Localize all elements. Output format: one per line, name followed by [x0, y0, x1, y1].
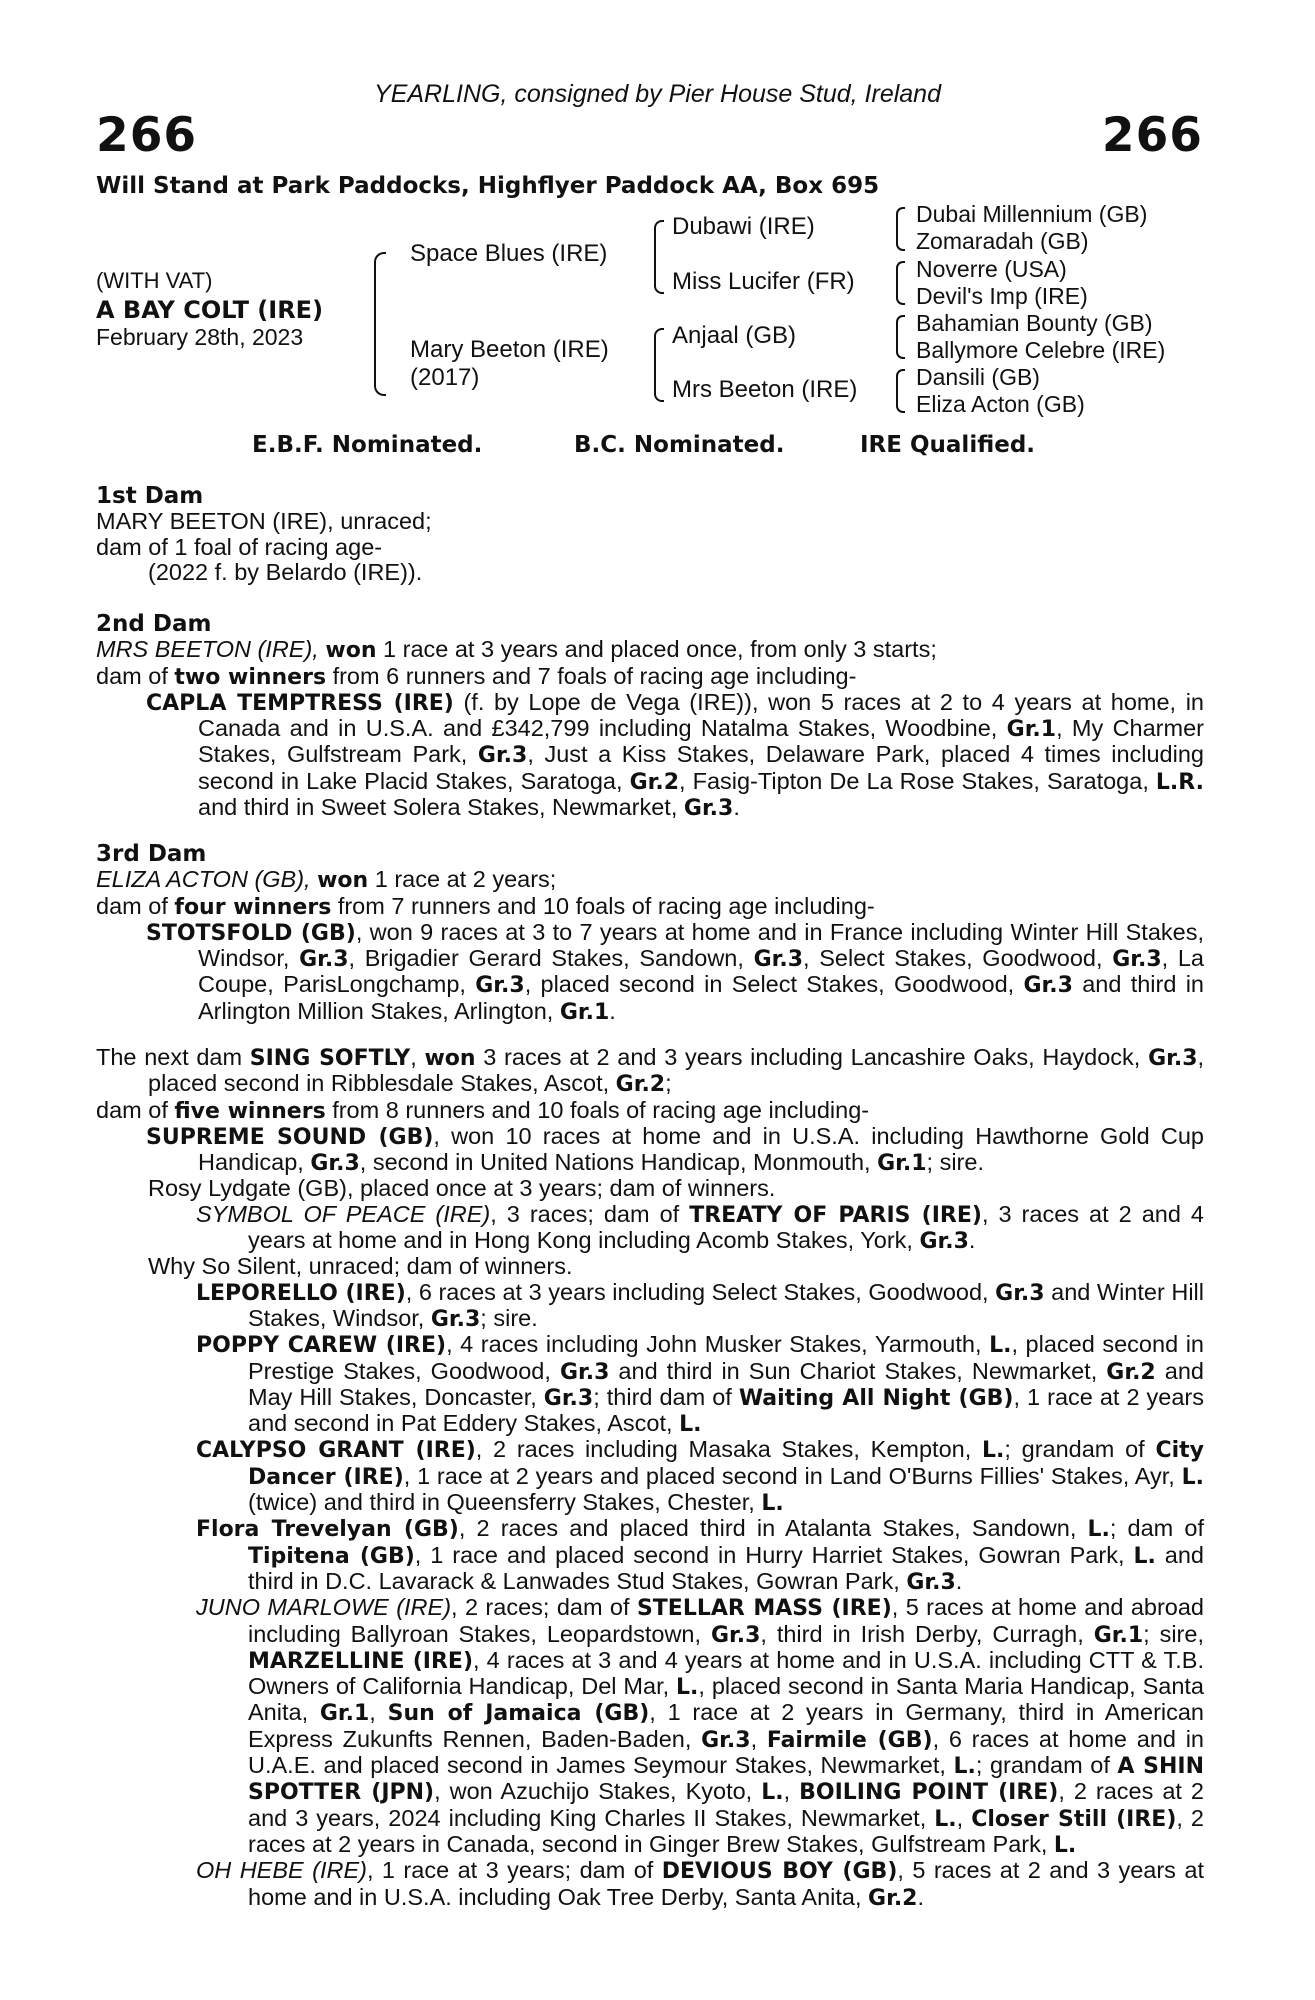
dam-sire: Anjaal (GB)	[672, 322, 797, 349]
text-run: ; sire.	[926, 1149, 984, 1176]
text-run: dam of	[96, 662, 175, 689]
text-run: from 8 runners and 10 foals of racing age including-	[325, 1096, 870, 1123]
progeny-entry	[96, 1516, 1204, 1595]
dam-dam: Mrs Beeton (IRE)	[672, 376, 858, 403]
text-run: , 2 races; dam of	[451, 1594, 637, 1621]
text-run: and third in D.C. Lavarack & Lanwades Stud Stakes, Gowran Park,	[248, 1541, 1204, 1594]
text-run: Gr.3	[906, 1569, 956, 1595]
text-run: .	[733, 794, 740, 821]
text-run: , My Charmer Stakes, Gulfstream Park,	[198, 715, 1204, 768]
text-run: L.R.	[1155, 769, 1204, 795]
text-run: , 1 race at 2 years and second in Pat Eddery Stakes, Ascot,	[248, 1383, 1204, 1437]
text-run: City Dancer (IRE)	[248, 1438, 1204, 1490]
progeny-entry: Why So Silent, unraced; dam of winners.	[148, 1253, 573, 1280]
text-run: and third in Arlington Million Stakes, Arlington,	[198, 971, 1204, 1024]
section-heading: 1st Dam	[96, 483, 204, 509]
text-run: , Fasig-Tipton De La Rose Stakes, Saratoga,	[679, 767, 1156, 794]
progeny-entry	[96, 690, 1204, 821]
text-run: ,	[956, 1804, 972, 1831]
text-run: Gr.3	[310, 1151, 360, 1177]
text-run: ; sire.	[480, 1304, 538, 1331]
text-run: .	[968, 1227, 976, 1254]
dam-of-line	[96, 1098, 1204, 1124]
text-run: , 1 race at 2 years in Germany, third in American Express Zukunfts Rennen, Baden-Baden,	[248, 1699, 1204, 1752]
text-run: .	[917, 1883, 925, 1910]
ire-qualified: IRE Qualified.	[860, 432, 1036, 458]
dam-name: Mary Beeton (IRE)	[410, 336, 609, 363]
text-run: , Select Stakes, Goodwood,	[803, 945, 1113, 972]
great-grandparent: Noverre (USA)	[916, 256, 1067, 282]
text-run: four winners	[174, 894, 332, 920]
text-run: and third in Sweet Solera Stakes, Newmarket,	[198, 794, 684, 821]
text-run: , placed second in Ribblesdale Stakes, Ascot,	[148, 1044, 1205, 1097]
text-run: , won 10 races at home and in U.S.A. including Hawthorne Gold Cup Handicap,	[198, 1122, 1204, 1176]
text-run: Gr.3	[1112, 947, 1162, 973]
text-run: , 4 races at 3 and 4 years at home and in U.S.A. including CTT & T.B. Owners of California Handicap, Del Mar,	[248, 1646, 1204, 1700]
text-run: Gr.2	[629, 769, 680, 795]
text-run: CAPLA TEMPTRESS (IRE)	[146, 690, 454, 716]
text-run: ; third dam of	[593, 1383, 739, 1410]
text-run: , won 9 races at 3 to 7 years at home and in France including Winter Hill Stakes, Windsor,	[198, 918, 1204, 972]
text-run: , Just a Kiss Stakes, Delaware Park, placed 4 times including second in Lake Placid Stakes, Saratoga,	[198, 741, 1204, 794]
text-run: , 4 races including John Musker Stakes, Yarmouth,	[446, 1331, 990, 1358]
vat-note: (WITH VAT)	[96, 268, 213, 293]
pedigree-brace-dam	[654, 328, 664, 402]
second-dam-record	[96, 637, 1204, 663]
text-run: ; dam of	[1109, 1515, 1204, 1542]
progeny-entry	[96, 1124, 1204, 1177]
text-run: , 5 races at home and abroad including Ballyroan Stakes, Leopardstown,	[248, 1594, 1204, 1647]
text-run: SING SOFTLY	[249, 1046, 411, 1071]
progeny-entry: Rosy Lydgate (GB), placed once at 3 years; dam of winners.	[148, 1175, 776, 1202]
text-run: dam of	[96, 892, 175, 919]
text-run: (twice) and third in Queensferry Stakes, Chester,	[248, 1489, 762, 1516]
text-run: Gr.3	[995, 1280, 1045, 1306]
pedigree-brace-parents	[374, 252, 386, 396]
text-run: L.	[981, 1438, 1005, 1464]
text-run: Gr.3	[559, 1359, 610, 1385]
text-run: L.	[676, 1675, 699, 1701]
text-run: ;	[665, 1070, 672, 1097]
pedigree-brace-gg2	[896, 261, 905, 305]
text-run: L.	[1087, 1517, 1110, 1543]
text-run: Gr.1	[559, 999, 610, 1025]
text-run: , placed second in Santa Maria Handicap, Santa Anita,	[248, 1673, 1204, 1726]
text-run: and third in Sun Chariot Stakes, Newmarket,	[609, 1357, 1107, 1384]
text-run: L.	[989, 1333, 1012, 1359]
text-run: POPPY CAREW (IRE)	[196, 1333, 447, 1359]
great-grandparent: Zomaradah (GB)	[916, 228, 1089, 254]
text-run: from 7 runners and 10 foals of racing age including-	[331, 892, 875, 919]
next-dam-section	[96, 1045, 1204, 1911]
progeny-entry	[96, 1280, 1204, 1333]
text-run: , 6 races at 3 years including Select Stakes, Goodwood,	[405, 1278, 996, 1305]
text-run: Tipitena (GB)	[248, 1543, 415, 1569]
sire-sire: Dubawi (IRE)	[672, 213, 815, 240]
text-run: 3 races at 2 and 3 years including Lancashire Oaks, Haydock,	[475, 1044, 1149, 1070]
text-run: A SHIN SPOTTER (JPN)	[248, 1754, 1204, 1806]
dam-of-line	[96, 894, 1204, 920]
text-run: won	[325, 638, 377, 664]
great-grandparent: Devil's Imp (IRE)	[916, 283, 1088, 309]
text-run: L.	[679, 1412, 702, 1438]
text-run: won	[317, 868, 369, 894]
text-run: L.	[761, 1780, 784, 1806]
text-run: Gr.3	[299, 947, 349, 973]
text-run: The next dam	[96, 1044, 250, 1070]
text-run: 1 race at 3 years and placed once, from only 3 starts;	[376, 636, 937, 663]
text-run: from 6 runners and 7 foals of racing age including-	[326, 662, 857, 689]
text-run: L.	[1133, 1543, 1156, 1569]
text-run: DEVIOUS BOY (GB)	[661, 1859, 898, 1885]
text-run: two winners	[174, 664, 327, 690]
text-run: 1 race at 2 years;	[368, 866, 557, 893]
text-run: and Winter Hill Stakes, Windsor,	[248, 1278, 1204, 1331]
text-run: Gr.2	[615, 1072, 666, 1098]
text-run: SUPREME SOUND (GB)	[146, 1124, 434, 1150]
text-run: , 1 race and placed second in Hurry Harriet Stakes, Gowran Park,	[414, 1541, 1134, 1568]
section-heading: 3rd Dam	[96, 841, 207, 867]
great-grandparent: Dubai Millennium (GB)	[916, 201, 1148, 227]
text-run: ,	[783, 1778, 800, 1805]
text-run: Gr.3	[543, 1385, 594, 1411]
text-run: ,	[369, 1699, 388, 1726]
lot-number-left: 266	[96, 108, 198, 163]
text-run: , 2 races at 2 years in Canada, second in Ginger Brew Stakes, Gulfstream Park,	[248, 1804, 1205, 1857]
sire-dam: Miss Lucifer (FR)	[672, 268, 855, 295]
text-run: SYMBOL OF PEACE (IRE)	[196, 1200, 491, 1227]
text-run: , 5 races at 2 and 3 years at home and in U.S.A. including Oak Tree Derby, Santa Anita,	[248, 1857, 1204, 1910]
text-run: Gr.3	[683, 796, 734, 822]
text-run: Gr.3	[1148, 1046, 1198, 1071]
text-run: , 3 races at 2 and 4 years at home and in Hong Kong including Acomb Stakes, York,	[248, 1200, 1204, 1254]
dam-year: (2017)	[410, 364, 480, 391]
pedigree-brace-gg4	[896, 369, 905, 413]
sire-name: Space Blues (IRE)	[410, 240, 608, 267]
text-run: , 2 races at 2 and 3 years, 2024 including King Charles II Stakes, Newmarket,	[248, 1778, 1204, 1831]
text-run: Closer Still (IRE)	[971, 1806, 1177, 1832]
text-run: Flora Trevelyan (GB)	[196, 1517, 459, 1543]
text-run: Gr.3	[1023, 973, 1073, 999]
dam-of-line	[96, 664, 1204, 690]
text-run: .	[609, 997, 616, 1024]
text-run: won	[424, 1046, 476, 1071]
text-run: ,	[750, 1725, 767, 1752]
text-run: ; grandam of	[975, 1752, 1118, 1779]
text-run: Gr.1	[1006, 717, 1057, 743]
pedigree-brace-sire	[654, 220, 664, 294]
pedigree-brace-gg3	[896, 315, 905, 359]
text-run: ELIZA ACTON (GB),	[96, 866, 311, 893]
text-run: ; sire,	[1143, 1620, 1204, 1647]
text-run: Gr.3	[701, 1727, 751, 1753]
pedigree-brace-gg1	[896, 207, 905, 251]
third-dam-section	[96, 842, 1204, 1025]
first-dam-line: (2022 f. by Belardo (IRE)).	[148, 558, 423, 585]
text-run: , Brigadier Gerard Stakes, Sandown,	[348, 945, 754, 972]
horse-name: A BAY COLT (IRE)	[96, 296, 324, 324]
text-run: Fairmile (GB)	[766, 1727, 933, 1753]
next-dam-record	[96, 1045, 1204, 1098]
text-run: and May Hill Stakes, Doncaster,	[248, 1357, 1204, 1410]
great-grandparent: Bahamian Bounty (GB)	[916, 310, 1153, 336]
text-run: Sun of Jamaica (GB)	[387, 1701, 650, 1727]
text-run: Gr.3	[710, 1622, 761, 1648]
text-run: ,	[410, 1044, 425, 1070]
text-run: Gr.1	[1093, 1622, 1144, 1648]
text-run: LEPORELLO (IRE)	[196, 1280, 406, 1306]
text-run: , third in Irish Derby, Curragh,	[760, 1620, 1094, 1647]
text-run: Gr.2	[868, 1885, 918, 1911]
great-grandparent: Dansili (GB)	[916, 364, 1040, 390]
text-run: Gr.3	[475, 973, 525, 999]
text-run: , placed second in Select Stakes, Goodwood,	[524, 971, 1024, 998]
lot-number-right: 266	[1101, 108, 1203, 163]
third-dam-record	[96, 867, 1204, 893]
text-run: L.	[1053, 1832, 1077, 1858]
progeny-entry	[96, 1437, 1204, 1516]
text-run: Gr.3	[753, 947, 804, 973]
progeny-entry	[96, 1858, 1204, 1911]
text-run: , 6 races at home and in U.A.E. and placed second in James Seymour Stakes, Newmarket,	[248, 1725, 1204, 1779]
text-run: .	[955, 1567, 963, 1594]
text-run: , won Azuchijo Stakes, Kyoto,	[434, 1778, 762, 1805]
dam-name: MRS BEETON (IRE),	[96, 636, 319, 663]
text-run: ; grandam of	[1004, 1436, 1156, 1463]
text-run: OH HEBE (IRE)	[196, 1857, 367, 1884]
text-run: , 2 races including Masaka Stakes, Kempton,	[475, 1436, 982, 1463]
section-heading: 2nd Dam	[96, 611, 212, 637]
text-run: , 2 races and placed third in Atalanta Stakes, Sandown,	[458, 1515, 1088, 1542]
foaling-date: February 28th, 2023	[96, 324, 304, 350]
text-run: Gr.3	[919, 1229, 969, 1255]
text-run: five winners	[174, 1098, 326, 1124]
text-run: Waiting All Night (GB)	[738, 1385, 1014, 1411]
text-run: BOILING POINT (IRE)	[799, 1780, 1059, 1806]
text-run: Gr.3	[477, 743, 528, 769]
text-run: L.	[934, 1806, 957, 1832]
text-run: , 1 race at 3 years; dam of	[366, 1857, 662, 1884]
text-run: TREATY OF PARIS (IRE)	[689, 1202, 982, 1228]
text-run: CALYPSO GRANT (IRE)	[196, 1438, 476, 1464]
text-run: JUNO MARLOWE (IRE)	[196, 1594, 452, 1621]
first-dam-section	[96, 484, 1204, 585]
text-run: L.	[953, 1754, 976, 1780]
second-dam-section	[96, 612, 1204, 821]
text-run: Gr.2	[1106, 1359, 1156, 1385]
text-run: , La Coupe, ParisLongchamp,	[198, 945, 1204, 998]
text-run: MARZELLINE (IRE)	[248, 1648, 474, 1674]
text-run: Gr.1	[877, 1151, 927, 1177]
stable-location: Will Stand at Park Paddocks, Highflyer Paddock AA, Box 695	[96, 173, 880, 199]
text-run: STOTSFOLD (GB)	[146, 920, 356, 946]
text-run: dam of	[96, 1096, 175, 1123]
text-run: , 3 races; dam of	[490, 1200, 690, 1227]
text-run: , second in United Nations Handicap, Monmouth,	[359, 1149, 878, 1176]
great-grandparent: Eliza Acton (GB)	[916, 391, 1085, 417]
text-run: L.	[1181, 1464, 1204, 1490]
progeny-entry	[96, 920, 1204, 1025]
progeny-entry	[96, 1202, 1204, 1255]
progeny-entry	[96, 1595, 1204, 1858]
first-dam-line: dam of 1 foal of racing age-	[96, 533, 383, 560]
text-run: , placed second in Prestige Stakes, Goodwood,	[248, 1331, 1205, 1384]
text-run: L.	[761, 1491, 784, 1517]
first-dam-line: MARY BEETON (IRE), unraced;	[96, 508, 432, 535]
text-run: STELLAR MASS (IRE)	[636, 1596, 892, 1622]
text-run: , 1 race at 2 years and placed second in Land O'Burns Fillies' Stakes, Ayr,	[403, 1462, 1182, 1489]
consignor-subtitle: YEARLING, consigned by Pier House Stud, Ireland	[374, 80, 941, 108]
text-run: (f. by Lope de Vega (IRE)), won 5 races at 2 to 4 years at home, in Canada and in U.S.A. and £342,799 including Natalma Stakes, Woodbine,	[198, 688, 1204, 742]
ebf-nomination: E.B.F. Nominated.	[252, 432, 483, 458]
text-run: Gr.3	[430, 1306, 481, 1332]
progeny-entry	[96, 1332, 1204, 1437]
bc-nomination: B.C. Nominated.	[574, 432, 785, 458]
text-run: Gr.1	[319, 1701, 370, 1727]
great-grandparent: Ballymore Celebre (IRE)	[916, 337, 1166, 363]
